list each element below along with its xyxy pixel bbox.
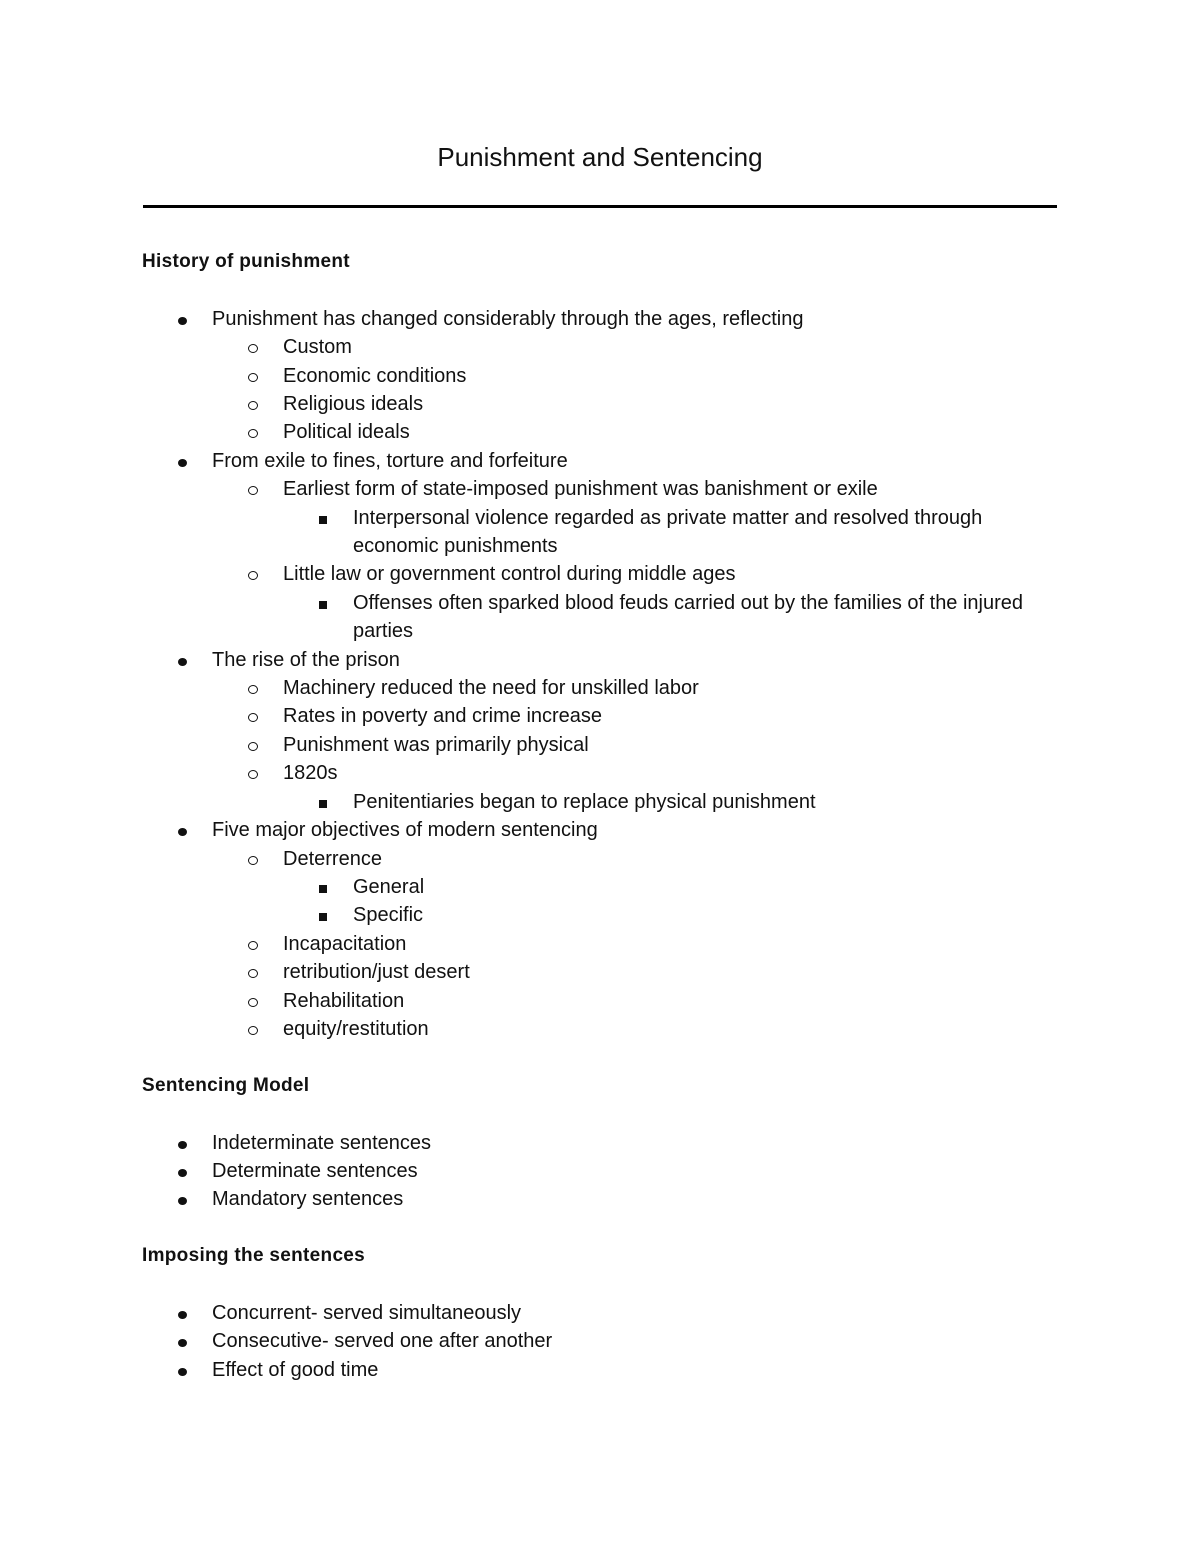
list-item	[142, 305, 1062, 333]
list-item	[142, 788, 1062, 816]
disc-bullet-icon	[178, 1327, 187, 1355]
list-item-text: 1820s	[283, 762, 338, 785]
section-heading: Sentencing Model	[142, 1074, 310, 1096]
list-item-text: From exile to fines, torture and forfeiture	[212, 449, 568, 472]
disc-bullet-icon	[178, 1157, 187, 1185]
list-item-text: General	[353, 875, 425, 898]
disc-bullet-icon	[178, 1299, 187, 1327]
list-item-text: Political ideals	[283, 421, 410, 444]
disc-bullet-icon	[178, 816, 187, 844]
section-heading: Imposing the sentences	[142, 1245, 366, 1267]
list-item	[142, 1356, 1062, 1384]
list-item-text: equity/restitution	[283, 1017, 429, 1040]
list-item	[142, 930, 1062, 958]
circle-bullet-icon	[248, 560, 258, 588]
list-item-text: Determinate sentences	[212, 1159, 418, 1182]
list-item	[142, 1185, 1062, 1213]
list-item	[142, 560, 1062, 588]
spacer	[142, 1043, 1062, 1071]
circle-bullet-icon	[248, 731, 258, 759]
section	[142, 1242, 1062, 1384]
list-item-text: Concurrent- served simultaneously	[212, 1301, 522, 1324]
list-item-text: Little law or government control during middle ages	[283, 563, 736, 586]
section	[142, 248, 1062, 1072]
list-item	[142, 845, 1062, 873]
list-item	[142, 873, 1062, 901]
list-item-text: Incapacitation	[283, 932, 407, 955]
circle-bullet-icon	[248, 987, 258, 1015]
list-item	[142, 702, 1062, 730]
square-bullet-icon	[319, 589, 327, 617]
circle-bullet-icon	[248, 418, 258, 446]
list-item-text: Rehabilitation	[283, 989, 405, 1012]
list-item-text: Economic conditions	[283, 364, 467, 387]
circle-bullet-icon	[248, 958, 258, 986]
spacer	[142, 276, 1062, 304]
disc-bullet-icon	[178, 447, 187, 475]
list-item-text: Penitentiaries began to replace physical punishment	[353, 790, 816, 813]
square-bullet-icon	[319, 901, 327, 929]
list-item-text: Effect of good time	[212, 1358, 379, 1381]
circle-bullet-icon	[248, 1015, 258, 1043]
circle-bullet-icon	[248, 845, 258, 873]
list-item-text: Indeterminate sentences	[212, 1131, 432, 1154]
list-item	[142, 390, 1062, 418]
list-item-text: Custom	[283, 336, 352, 359]
list-item	[142, 674, 1062, 702]
list-item	[142, 447, 1062, 475]
bullet-list	[142, 1299, 1062, 1384]
square-bullet-icon	[319, 788, 327, 816]
list-item-text: Religious ideals	[283, 393, 424, 416]
list-item-text: Punishment has changed considerably through the ages, reflecting	[212, 307, 804, 330]
list-item	[142, 362, 1062, 390]
list-item-text: Earliest form of state-imposed punishment was banishment or exile	[283, 478, 878, 501]
document-title: Punishment and Sentencing	[437, 142, 763, 172]
list-item	[142, 759, 1062, 787]
circle-bullet-icon	[248, 390, 258, 418]
bullet-list	[142, 305, 1062, 1044]
list-item-text: Consecutive- served one after another	[212, 1330, 553, 1353]
disc-bullet-icon	[178, 1129, 187, 1157]
list-item	[142, 901, 1062, 929]
list-item	[142, 333, 1062, 361]
list-item-text: retribution/just desert	[283, 961, 470, 984]
section-heading: History of punishment	[142, 251, 350, 272]
list-item	[142, 1015, 1062, 1043]
list-item	[142, 504, 1062, 561]
list-item	[142, 589, 1062, 646]
bullet-list	[142, 1129, 1062, 1214]
section	[142, 1072, 1062, 1242]
circle-bullet-icon	[248, 674, 258, 702]
circle-bullet-icon	[248, 702, 258, 730]
square-bullet-icon	[319, 504, 327, 532]
list-item-text: The rise of the prison	[212, 648, 400, 671]
list-item	[142, 1327, 1062, 1355]
title-divider	[143, 205, 1057, 208]
disc-bullet-icon	[178, 1185, 187, 1213]
spacer	[142, 1214, 1062, 1242]
disc-bullet-icon	[178, 1356, 187, 1384]
list-item-text: Rates in poverty and crime increase	[283, 705, 603, 728]
list-item	[142, 731, 1062, 759]
list-item-text: Specific	[353, 904, 424, 927]
list-item	[142, 418, 1062, 446]
list-item-text: Five major objectives of modern sentencing	[212, 819, 598, 842]
spacer	[142, 1100, 1062, 1128]
circle-bullet-icon	[248, 362, 258, 390]
list-item	[142, 646, 1062, 674]
list-item-text: Punishment was primarily physical	[283, 733, 589, 756]
list-item	[142, 816, 1062, 844]
list-item	[142, 1129, 1062, 1157]
list-item	[142, 475, 1062, 503]
list-item	[142, 1157, 1062, 1185]
circle-bullet-icon	[248, 930, 258, 958]
list-item-text: Machinery reduced the need for unskilled labor	[283, 677, 699, 700]
list-item	[142, 958, 1062, 986]
list-item-text: Deterrence	[283, 847, 382, 870]
list-item-text: Interpersonal violence regarded as private matter and resolved through economic punishments	[353, 506, 983, 558]
list-item-text: Mandatory sentences	[212, 1188, 404, 1211]
list-item	[142, 987, 1062, 1015]
circle-bullet-icon	[248, 475, 258, 503]
document-body	[142, 248, 1062, 1384]
disc-bullet-icon	[178, 646, 187, 674]
circle-bullet-icon	[248, 333, 258, 361]
spacer	[142, 1271, 1062, 1299]
list-item	[142, 1299, 1062, 1327]
circle-bullet-icon	[248, 759, 258, 787]
disc-bullet-icon	[178, 305, 187, 333]
list-item-text: Offenses often sparked blood feuds carried out by the families of the injured parties	[353, 591, 1024, 643]
square-bullet-icon	[319, 873, 327, 901]
